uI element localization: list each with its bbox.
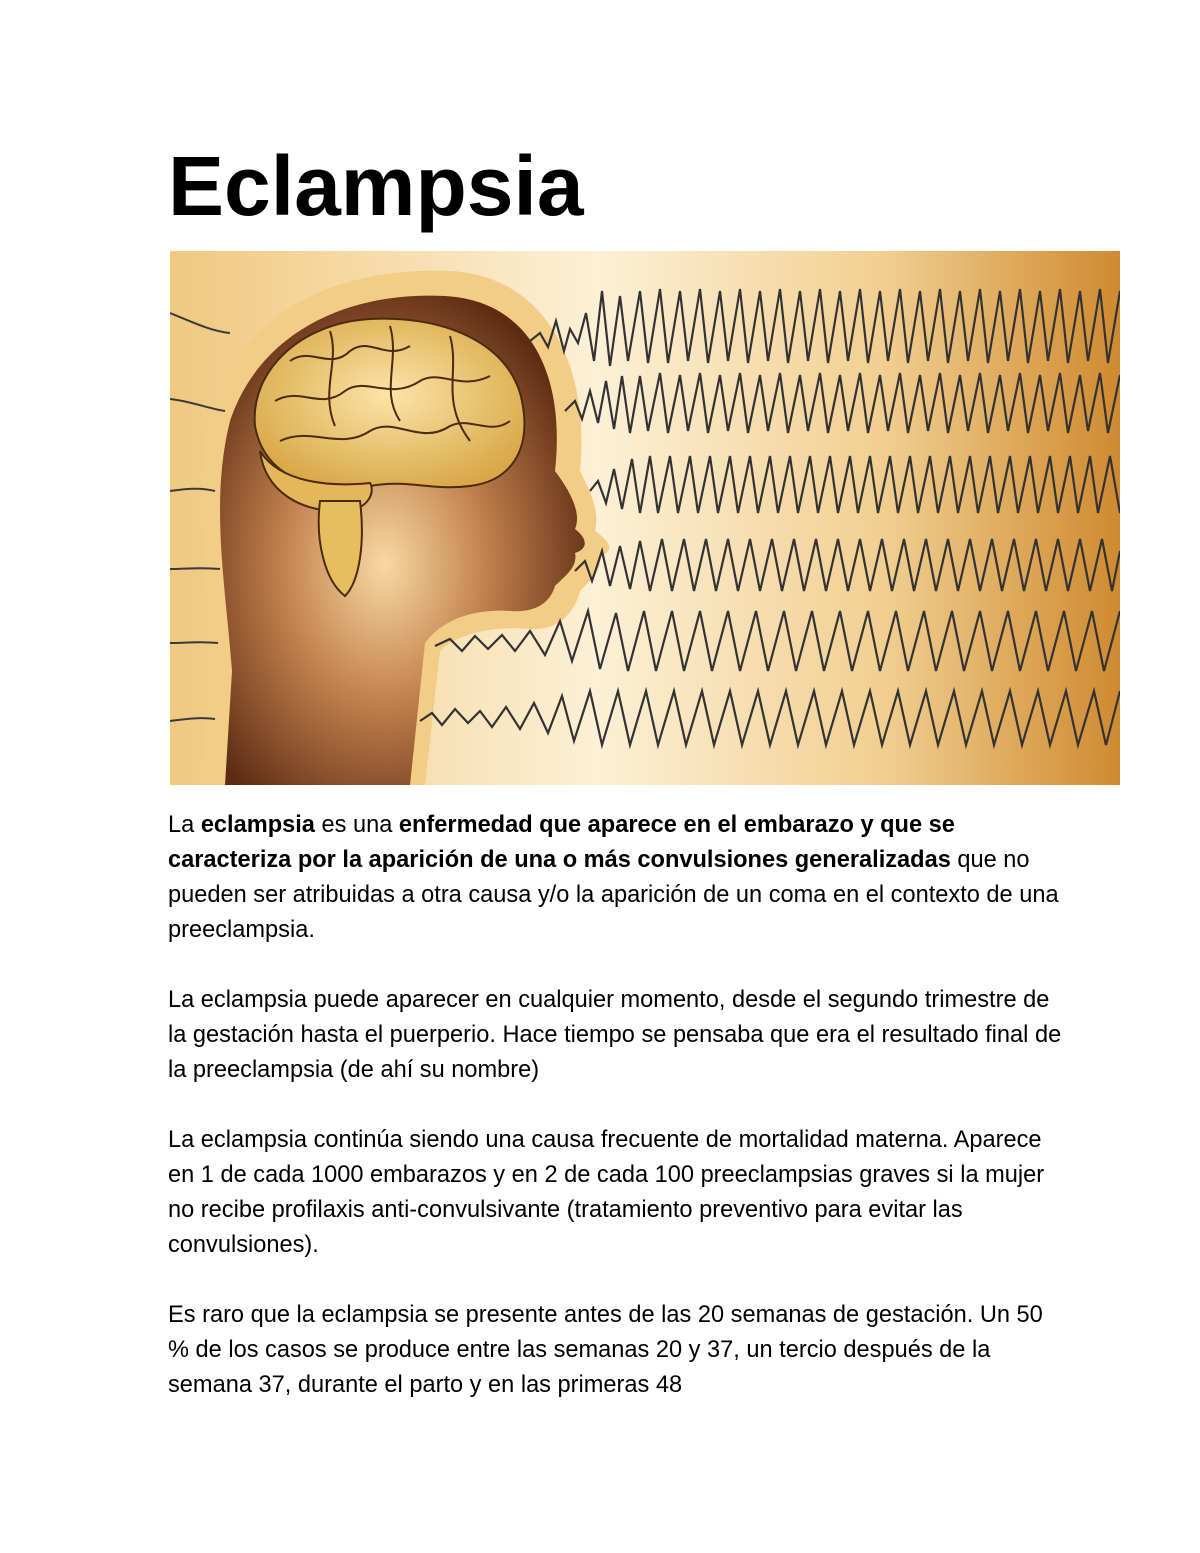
paragraph-mortality: La eclampsia continúa siendo una causa frecuente de mortalidad materna. Aparece en 1 de cada 1000 embarazos y en 2 de cada 100 preeclampsias graves si la mujer no recibe profilaxis anti-convulsivante (tratamiento preventivo para evitar las convulsiones). xyxy=(168,1127,1045,1258)
text-span: que no pueden ser atribuidas a otra causa y/o la aparición de un coma en el contexto de una preeclampsia. xyxy=(168,847,1059,943)
paragraph-definition xyxy=(168,808,1068,948)
page-title: Eclampsia xyxy=(168,139,584,233)
text-span: es una xyxy=(314,812,399,838)
paragraph-timing: Es raro que la eclampsia se presente antes de las 20 semanas de gestación. Un 50 % de los casos se produce entre las semanas 20 y 37, un tercio después de la semana 37, durante el parto y en las primeras 48 xyxy=(168,1302,1043,1398)
bold-term: eclampsia xyxy=(200,812,315,838)
illustration-svg xyxy=(170,251,1120,785)
eeg-brain-head-illustration xyxy=(170,251,1120,785)
bold-definition: enfermedad que aparece en el embarazo y que se caracteriza por la aparición de una o más convulsiones generalizadas xyxy=(168,812,955,873)
document-body xyxy=(168,808,1068,1438)
paragraph-onset: La eclampsia puede aparecer en cualquier momento, desde el segundo trimestre de la gestación hasta el puerperio. Hace tiempo se pensaba que era el resultado final de la preeclampsia (de ahí su nombre) xyxy=(168,987,1062,1083)
text-span: La xyxy=(168,812,201,838)
